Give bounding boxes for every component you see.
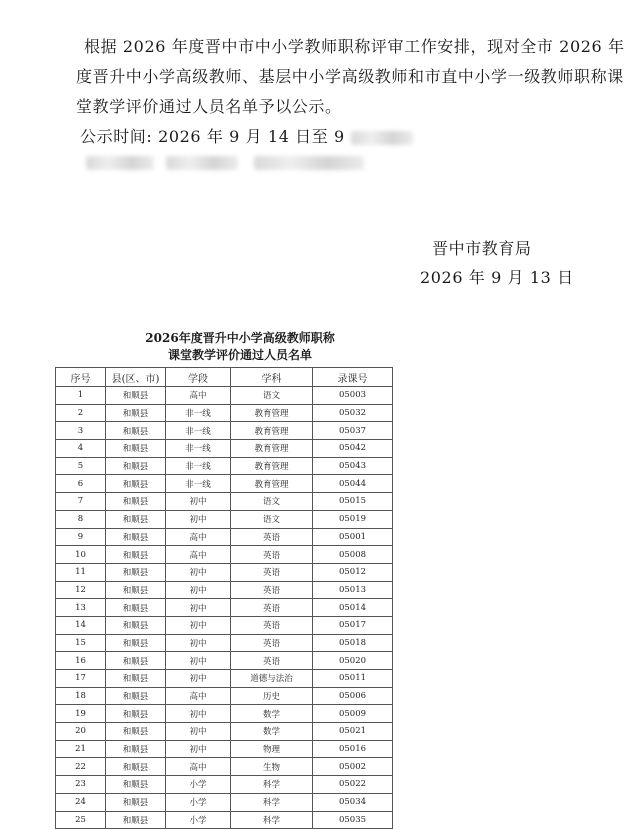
cell-subject: 英语 <box>231 581 313 599</box>
cell-subject: 英语 <box>231 528 313 546</box>
table-row <box>56 793 393 811</box>
cell-level: 初中 <box>166 634 231 652</box>
cell-subject: 历史 <box>231 687 313 705</box>
cell-level: 初中 <box>166 740 231 758</box>
cell-level: 初中 <box>166 581 231 599</box>
cell-level: 初中 <box>166 670 231 688</box>
cell-county: 和顺县 <box>106 493 166 511</box>
table-row <box>56 581 393 599</box>
cell-level: 小学 <box>166 776 231 794</box>
cell-lesson-no: 05009 <box>313 705 393 723</box>
cell-lesson-no: 05002 <box>313 758 393 776</box>
publicity-period-text: 公示时间: 2026 年 9 月 14 日至 9 <box>80 127 345 146</box>
column-header: 录课号 <box>313 368 393 387</box>
cell-subject: 生物 <box>231 758 313 776</box>
redacted-text <box>351 131 413 145</box>
cell-county: 和顺县 <box>106 546 166 564</box>
cell-lesson-no: 05021 <box>313 723 393 741</box>
table-row <box>56 563 393 581</box>
notice-line: 根据 2026 年度晋中市中小学教师职称评审工作安排，现对全市 2026 年 <box>84 37 625 56</box>
cell-county: 和顺县 <box>106 811 166 829</box>
cell-level: 初中 <box>166 705 231 723</box>
cell-lesson-no: 05015 <box>313 493 393 511</box>
cell-county: 和顺县 <box>106 687 166 705</box>
cell-level: 初中 <box>166 723 231 741</box>
table-row <box>56 670 393 688</box>
cell-county: 和顺县 <box>106 758 166 776</box>
cell-lesson-no: 05013 <box>313 581 393 599</box>
table-title: 2026年度晋升中小学高级教师职称 <box>145 331 335 345</box>
notice-line: 堂教学评价通过人员名单予以公示。 <box>76 97 342 116</box>
cell-county: 和顺县 <box>106 723 166 741</box>
cell-level: 初中 <box>166 493 231 511</box>
cell-lesson-no: 05034 <box>313 793 393 811</box>
cell-county: 和顺县 <box>106 670 166 688</box>
cell-seq: 25 <box>56 811 106 829</box>
column-header: 学科 <box>231 368 313 387</box>
cell-subject: 语文 <box>231 387 313 405</box>
cell-level: 初中 <box>166 563 231 581</box>
cell-county: 和顺县 <box>106 634 166 652</box>
cell-lesson-no: 05016 <box>313 740 393 758</box>
table-row <box>56 493 393 511</box>
cell-county: 和顺县 <box>106 528 166 546</box>
notice-line: 度晋升中小学高级教师、基层中小学高级教师和市直中小学一级教师职称课 <box>76 67 624 86</box>
table-row <box>56 758 393 776</box>
cell-county: 和顺县 <box>106 652 166 670</box>
cell-seq: 19 <box>56 705 106 723</box>
cell-seq: 17 <box>56 670 106 688</box>
cell-county: 和顺县 <box>106 776 166 794</box>
cell-level: 初中 <box>166 510 231 528</box>
publicity-period <box>80 122 600 152</box>
cell-seq: 24 <box>56 793 106 811</box>
cell-lesson-no: 05012 <box>313 563 393 581</box>
table-row <box>56 616 393 634</box>
cell-subject: 科学 <box>231 776 313 794</box>
cell-subject: 科学 <box>231 793 313 811</box>
cell-subject: 英语 <box>231 616 313 634</box>
cell-subject: 科学 <box>231 811 313 829</box>
cell-lesson-no: 05008 <box>313 546 393 564</box>
table-body <box>56 387 393 829</box>
cell-lesson-no: 05014 <box>313 599 393 617</box>
cell-lesson-no: 05019 <box>313 510 393 528</box>
table-row <box>56 599 393 617</box>
cell-subject: 教育管理 <box>231 440 313 458</box>
cell-lesson-no: 05022 <box>313 776 393 794</box>
cell-seq: 13 <box>56 599 106 617</box>
cell-county: 和顺县 <box>106 599 166 617</box>
cell-seq: 22 <box>56 758 106 776</box>
cell-level: 小学 <box>166 811 231 829</box>
table-row <box>56 811 393 829</box>
column-header: 序号 <box>56 368 106 387</box>
cell-lesson-no: 05044 <box>313 475 393 493</box>
cell-lesson-no: 05011 <box>313 670 393 688</box>
cell-county: 和顺县 <box>106 616 166 634</box>
cell-county: 和顺县 <box>106 740 166 758</box>
cell-lesson-no: 05043 <box>313 457 393 475</box>
cell-level: 初中 <box>166 616 231 634</box>
cell-seq: 2 <box>56 404 106 422</box>
cell-subject: 教育管理 <box>231 457 313 475</box>
cell-county: 和顺县 <box>106 510 166 528</box>
cell-subject: 教育管理 <box>231 404 313 422</box>
cell-lesson-no: 05042 <box>313 440 393 458</box>
cell-level: 初中 <box>166 652 231 670</box>
issue-date: 2026 年 9 月 13 日 <box>420 268 574 287</box>
cell-level: 高中 <box>166 687 231 705</box>
table-header-row <box>56 368 393 387</box>
table-row <box>56 634 393 652</box>
cell-seq: 8 <box>56 510 106 528</box>
issuing-organization: 晋中市教育局 <box>432 239 532 258</box>
table-row <box>56 723 393 741</box>
cell-seq: 14 <box>56 616 106 634</box>
cell-level: 小学 <box>166 793 231 811</box>
cell-subject: 教育管理 <box>231 475 313 493</box>
redacted-contact-line <box>86 150 386 174</box>
notice-paragraph <box>76 32 625 122</box>
cell-lesson-no: 05018 <box>313 634 393 652</box>
table-row <box>56 457 393 475</box>
cell-seq: 10 <box>56 546 106 564</box>
cell-county: 和顺县 <box>106 563 166 581</box>
cell-level: 高中 <box>166 546 231 564</box>
table-row <box>56 422 393 440</box>
redacted-text <box>254 156 364 170</box>
cell-county: 和顺县 <box>106 422 166 440</box>
cell-subject: 教育管理 <box>231 422 313 440</box>
table-row <box>56 387 393 405</box>
cell-level: 高中 <box>166 758 231 776</box>
cell-county: 和顺县 <box>106 404 166 422</box>
cell-level: 非一线 <box>166 422 231 440</box>
cell-level: 高中 <box>166 528 231 546</box>
cell-seq: 3 <box>56 422 106 440</box>
cell-seq: 6 <box>56 475 106 493</box>
cell-lesson-no: 05035 <box>313 811 393 829</box>
column-header: 县(区、市) <box>106 368 166 387</box>
cell-lesson-no: 05020 <box>313 652 393 670</box>
table-subtitle: 课堂教学评价通过人员名单 <box>167 348 312 362</box>
cell-lesson-no: 05001 <box>313 528 393 546</box>
cell-subject: 道德与法治 <box>231 670 313 688</box>
cell-subject: 物理 <box>231 740 313 758</box>
cell-county: 和顺县 <box>106 387 166 405</box>
cell-seq: 18 <box>56 687 106 705</box>
cell-subject: 英语 <box>231 546 313 564</box>
redacted-text <box>166 156 238 170</box>
cell-seq: 4 <box>56 440 106 458</box>
cell-seq: 5 <box>56 457 106 475</box>
cell-subject: 英语 <box>231 563 313 581</box>
table-row <box>56 776 393 794</box>
cell-lesson-no: 05006 <box>313 687 393 705</box>
table-row <box>56 687 393 705</box>
table-row <box>56 546 393 564</box>
cell-county: 和顺县 <box>106 705 166 723</box>
cell-level: 高中 <box>166 387 231 405</box>
cell-subject: 英语 <box>231 634 313 652</box>
column-header: 学段 <box>166 368 231 387</box>
cell-lesson-no: 05037 <box>313 422 393 440</box>
cell-level: 非一线 <box>166 457 231 475</box>
cell-lesson-no: 05003 <box>313 387 393 405</box>
cell-seq: 15 <box>56 634 106 652</box>
cell-county: 和顺县 <box>106 440 166 458</box>
cell-subject: 英语 <box>231 599 313 617</box>
roster-table <box>55 367 393 829</box>
cell-county: 和顺县 <box>106 581 166 599</box>
cell-seq: 11 <box>56 563 106 581</box>
cell-seq: 20 <box>56 723 106 741</box>
cell-subject: 英语 <box>231 652 313 670</box>
cell-seq: 16 <box>56 652 106 670</box>
cell-level: 初中 <box>166 599 231 617</box>
table-row <box>56 528 393 546</box>
redacted-text <box>86 156 154 170</box>
cell-seq: 7 <box>56 493 106 511</box>
cell-seq: 12 <box>56 581 106 599</box>
cell-level: 非一线 <box>166 440 231 458</box>
cell-subject: 数学 <box>231 723 313 741</box>
table-row <box>56 475 393 493</box>
cell-subject: 语文 <box>231 493 313 511</box>
cell-subject: 语文 <box>231 510 313 528</box>
table-row <box>56 740 393 758</box>
table-row <box>56 705 393 723</box>
cell-county: 和顺县 <box>106 475 166 493</box>
cell-county: 和顺县 <box>106 457 166 475</box>
cell-lesson-no: 05032 <box>313 404 393 422</box>
cell-seq: 9 <box>56 528 106 546</box>
table-row <box>56 652 393 670</box>
table-row <box>56 440 393 458</box>
cell-seq: 1 <box>56 387 106 405</box>
cell-lesson-no: 05017 <box>313 616 393 634</box>
cell-seq: 21 <box>56 740 106 758</box>
table-row <box>56 404 393 422</box>
cell-county: 和顺县 <box>106 793 166 811</box>
cell-subject: 数学 <box>231 705 313 723</box>
cell-level: 非一线 <box>166 404 231 422</box>
cell-seq: 23 <box>56 776 106 794</box>
cell-level: 非一线 <box>166 475 231 493</box>
table-row <box>56 510 393 528</box>
